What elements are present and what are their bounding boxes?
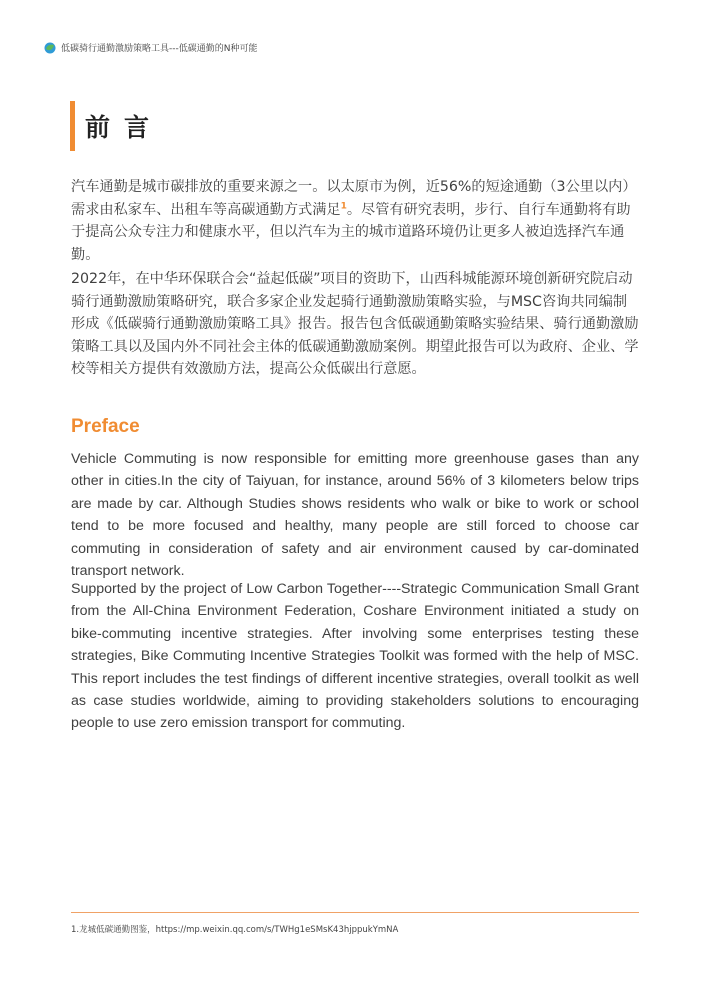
title-accent-bar [70,101,75,151]
en-paragraph-1: Vehicle Commuting is now responsible for emitting more greenhouse gases than any other in cities.In the city of Taiyuan, for instance, around 56% of 3 kilometers below trips are made by car. Although Studies shows residents who walk or bike to work or school tend to be more focused and healthy, many people are still forced to choose car commuting in consideration of safety and air environment caused by car-dominated transport network. [71,451,639,580]
cn-paragraph-2: 2022年，在中华环保联合会“益起低碳”项目的资助下，山西科城能源环境创新研究院启动骑行通勤激励策略研究，联合多家企业发起骑行通勤激励策略实验，与MSC咨询共同编制形成《低碳骑行通勤激励策略工具》报告。报告包含低碳通勤策略实验结果、骑行通勤激励策略工具以及国内外不同社会主体的低碳通勤激励案例。期望此报告可以为政府、企业、学校等相关方提供有效激励方法，提高公众低碳出行意愿。 [71,271,639,378]
footnote: 1.龙城低碳通勤图鉴，https://mp.weixin.qq.com/s/TWHg1eSMsK43hjppukYmNA [71,925,399,935]
running-header [44,41,257,54]
cn-paragraph-1-text-a: 汽车通勤是城市碳排放的重要来源之一。以太原市为例，近56%的短途通勤（3公里以内）需求由私家车、出租车等高碳通勤方式满足 [71,179,637,218]
running-title: 低碳骑行通勤激励策略工具---低碳通勤的N种可能 [61,44,258,54]
footnote-divider [71,912,639,913]
preface-heading: Preface [71,416,140,437]
en-paragraph-2: Supported by the project of Low Carbon Together----Strategic Communication Small Grant from the All-China Environment Federation, Coshare Environment initiated a study on bike-commuting incentive strategies. After involving some enterprises testing these strategies, Bike Commuting Incentive Strategies Toolkit was formed with the help of MSC. This report includes the test findings of different incentive strategies, overall toolkit as well as case studies worldwide, aiming to providing stakeholders solutions to encouraging people to use zero emission transport for commuting. [71,581,639,732]
page-title: 前言 [85,113,164,142]
cn-paragraph-1 [71,176,639,266]
leaf-globe-logo-icon [44,42,56,54]
footnote-reference: 1 [340,200,347,211]
cn-paragraph-1-text-b: 。尽管有研究表明，步行、自行车通勤将有助于提高公众专注力和健康水平，但以汽车为主的城市道路环境仍让更多人被迫选择汽车通勤。 [71,201,631,263]
section-title-cn [70,101,163,151]
